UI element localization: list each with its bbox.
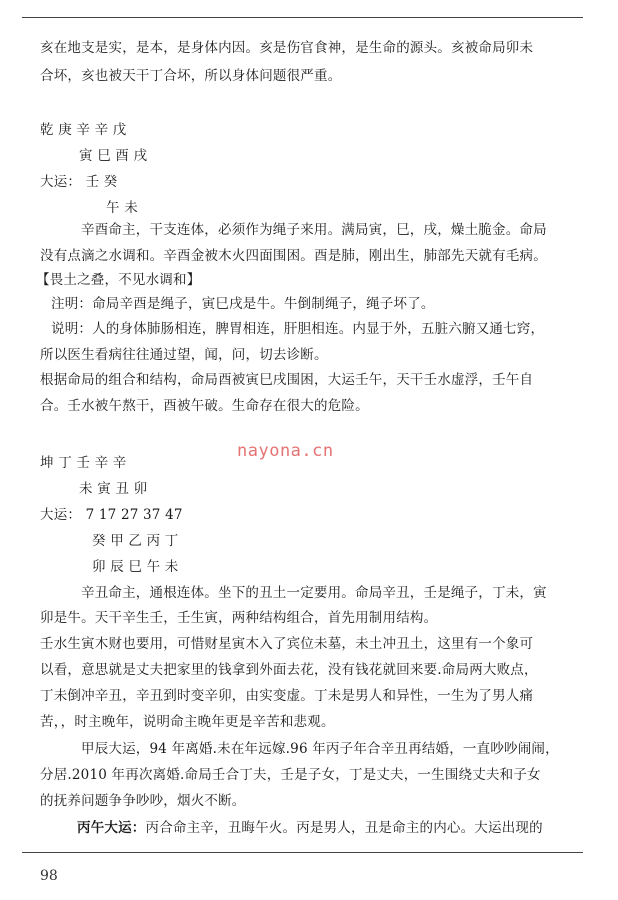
last-line-text: 丙合命主辛，丑晦午火。丙是男人，丑是命主的内心。大运出现的 [145,820,543,836]
bottom-rule [22,852,583,853]
text-line: 所以医生看病往往通过望，闻，问，切去诊断。 [40,347,328,363]
text-line: 甲辰大运，94 年离婚.未在年远嫁.96 年丙子年合辛丑再结婚，一直吵吵闹闹， [81,741,559,757]
text-line: 分居.2010 年再次离婚.命局壬合丁夫，壬是子女，丁是丈夫，一生围绕丈夫和子女 [40,767,541,783]
top-rule [22,17,583,18]
text-line: 苦，，时主晚年，说明命主晚年更是辛苦和悲观。 [40,714,335,730]
text-line: 合。壬水被午熬干，酉被午破。生命存在很大的危险。 [40,398,369,414]
bazi-branches: 未 寅 丑 卯 [79,481,148,497]
dayun-branches: 卯 辰 巳 午 未 [92,559,179,575]
dayun-ages: 大运： 7 17 27 37 47 [40,507,183,523]
page-number: 98 [40,868,58,884]
note-line: 注明：命局辛酉是绳子，寅巳戌是牛。牛倒制绳子，绳子坏了。 [51,296,435,312]
text-line: 根据命局的组合和结构，命局酉被寅巳戌围困，大运壬午，天干壬水虚浮，壬午自 [40,372,534,388]
text-line: 以看，意思就是丈夫把家里的钱拿到外面去花，没有钱花就回来要.命局两大败点， [40,662,538,678]
text-line: 没有点滴之水调和。辛酉金被木火四面围困。酉是肺，刚出生，肺部先天就有毛病。 [40,248,547,264]
dayun-heading: 丙午大运： [77,820,146,836]
bazi-gender-stems: 坤 丁 壬 辛 辛 [40,455,127,471]
dayun-stems: 大运： 壬 癸 [40,174,118,190]
watermark: nayona.cn [237,441,334,461]
text-line: 辛酉命主，干支连体，必须作为绳子来用。满局寅，巳，戌，燥土脆金。命局 [81,222,547,238]
explanation-line: 说明：人的身体肺肠相连，脾胃相连，肝胆相连。内显于外，五脏六腑又通七窍， [51,321,545,337]
text-line: 的抚养问题争争吵吵，烟火不断。 [40,793,246,809]
text-line: 辛丑命主，通根连体。坐下的丑土一定要用。命局辛丑，壬是绳子，丁未，寅 [81,585,547,601]
text-line-last [77,820,543,836]
text-line: 丁未倒冲辛丑，辛丑到时变辛卯，由实变虚。丁未是男人和异性，一生为了男人痛 [40,688,534,704]
dayun-stems: 癸 甲 乙 丙 丁 [92,533,179,549]
text-line: 卯是牛。天干辛生壬，壬生寅，两种结构组合，首先用制用结构。 [40,610,438,626]
dayun-branches: 午 未 [106,200,138,216]
bazi-branches: 寅 巳 酉 戌 [79,148,148,164]
bazi-gender-stems: 乾 庚 辛 辛 戊 [40,122,127,138]
bracket-heading: 【畏土之叠，不见水调和】 [36,272,201,288]
text-line: 壬水生寅木财也要用，可惜财星寅木入了宾位未墓，未土冲丑土，这里有一个象可 [40,636,534,652]
text-line: 合坏，亥也被天干丁合坏，所以身体问题很严重。 [40,68,342,84]
text-line: 亥在地支是实，是本，是身体内因。亥是伤官食神，是生命的源头。亥被命局卯未 [40,40,534,56]
